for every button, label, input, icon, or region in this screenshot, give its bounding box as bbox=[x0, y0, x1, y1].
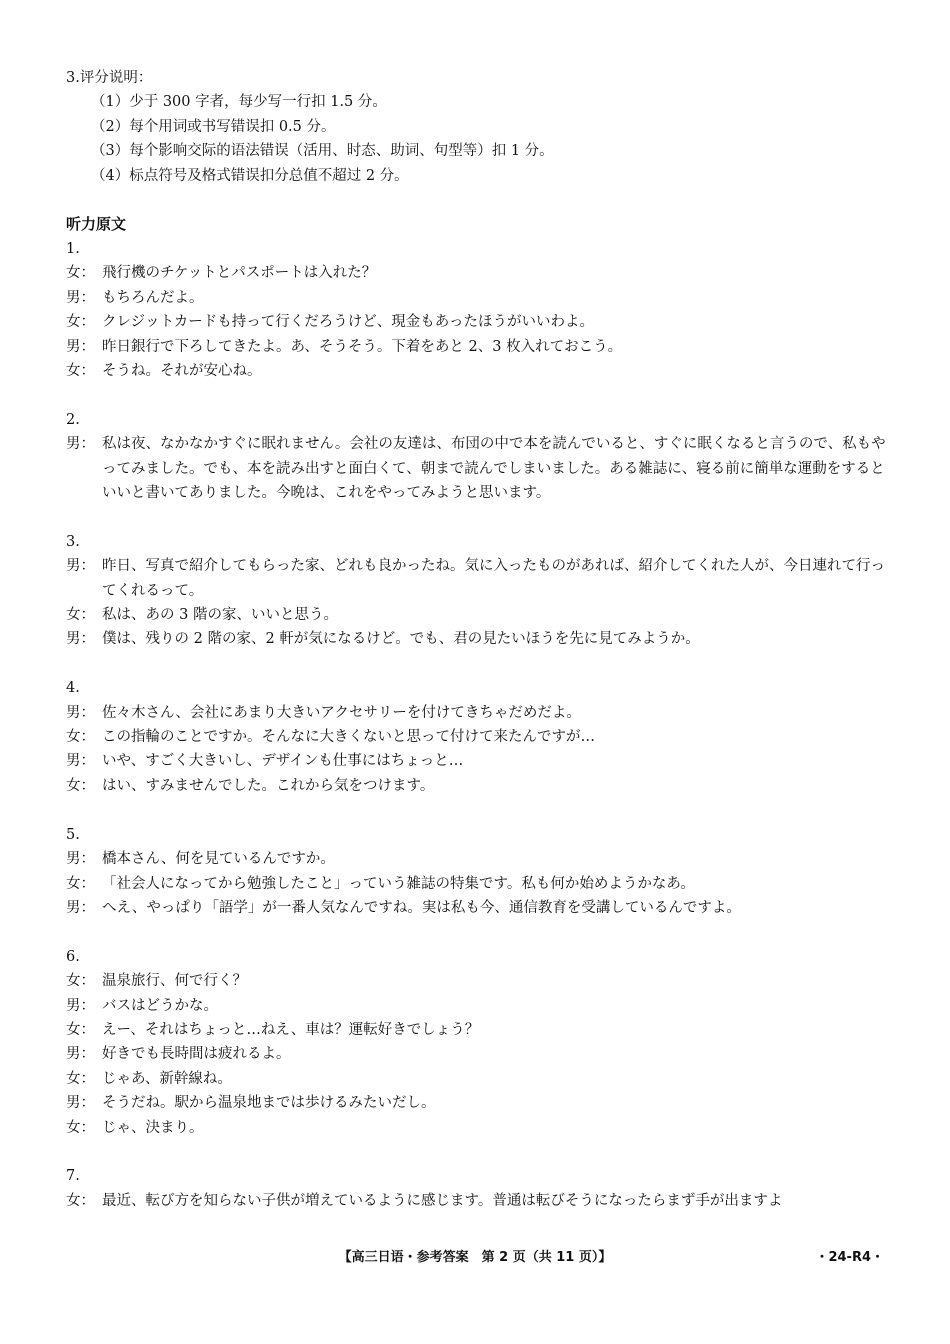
speaker-label: 女： bbox=[66, 314, 95, 331]
dialogue-text: 私は夜、なかなかすぐに眠れません。会社の友達は、布団の中で本を読んでいると、すぐに眠くなると言うので、私もやってみました。でも、本を読み出すと面白くて、朝まで読んでしまいました。ある雑誌に、寝る前に簡単な運動をするといいと書いてありました。今晩は、これをやってみようと思います。 bbox=[102, 436, 886, 502]
dialogue-line bbox=[66, 725, 896, 749]
dialogue-line bbox=[66, 286, 896, 310]
dialogue-line bbox=[66, 1091, 896, 1115]
dialogue-number: 6. bbox=[66, 948, 80, 965]
dialogue-text: 昨日、写真で紹介してもらった家、どれも良かったね。気に入ったものがあれば、紹介してくれた人が、今日連れて行ってくれるって。 bbox=[102, 558, 885, 599]
dialogue-number: 3. bbox=[66, 533, 80, 550]
dialogue-line bbox=[66, 896, 896, 920]
dialogue-3 bbox=[66, 530, 896, 652]
dialogue-text: 飛行機のチケットとパスポートは入れた？ bbox=[102, 265, 377, 282]
dialogue-text: じゃ、決まり。 bbox=[102, 1119, 204, 1136]
dialogue-line bbox=[66, 554, 896, 603]
scoring-title: 3.评分说明： bbox=[66, 70, 153, 86]
dialogue-text: そうだね。駅から温泉地までは歩けるみたいだし。 bbox=[102, 1095, 436, 1112]
dialogue-line bbox=[66, 261, 896, 285]
dialogue-number: 4. bbox=[66, 680, 80, 697]
dialogue-text: えー、それはちょっと…ねえ、車は？運転好きでしょう？ bbox=[102, 1021, 480, 1038]
dialogue-line bbox=[66, 1042, 896, 1066]
speaker-label: 男： bbox=[66, 704, 95, 721]
speaker-label: 男： bbox=[66, 1046, 95, 1063]
dialogue-number: 2. bbox=[66, 411, 80, 428]
speaker-label: 男： bbox=[66, 753, 95, 770]
speaker-label: 女： bbox=[66, 875, 95, 892]
speaker-label: 女： bbox=[66, 777, 95, 794]
dialogue-text: 橋本さん、何を見ているんですか。 bbox=[102, 851, 335, 868]
dialogue-list bbox=[66, 237, 896, 1238]
dialogue-line bbox=[66, 310, 896, 334]
dialogue-7 bbox=[66, 1164, 896, 1213]
dialogue-2 bbox=[66, 408, 896, 506]
dialogue-line bbox=[66, 847, 896, 871]
speaker-label: 男： bbox=[66, 289, 95, 306]
scoring-item: （4）标点符号及格式错误扣分总值不超过 2 分。 bbox=[91, 167, 409, 184]
speaker-label: 女： bbox=[66, 607, 95, 624]
dialogue-6 bbox=[66, 945, 896, 1140]
dialogue-line bbox=[66, 1018, 896, 1042]
dialogue-line bbox=[66, 774, 896, 798]
dialogue-text: 最近、転び方を知らない子供が増えているように感じます。普通は転びそうになったらまず手が出ますよ bbox=[102, 1192, 783, 1209]
scoring-notes bbox=[66, 66, 554, 188]
speaker-label: 女： bbox=[66, 1070, 95, 1087]
speaker-label: 男： bbox=[66, 338, 95, 355]
dialogue-line bbox=[66, 872, 896, 896]
dialogue-number: 5. bbox=[66, 826, 80, 843]
dialogue-line bbox=[66, 749, 896, 773]
dialogue-5 bbox=[66, 823, 896, 921]
speaker-label: 男： bbox=[66, 899, 95, 916]
dialogue-line bbox=[66, 627, 896, 651]
dialogue-line bbox=[66, 994, 896, 1018]
dialogue-4 bbox=[66, 676, 896, 798]
dialogue-line bbox=[66, 359, 896, 383]
dialogue-number: 7. bbox=[66, 1168, 80, 1185]
dialogue-text: 「社会人になってから勉強したこと」っていう雑誌の特集です。私も何か始めようかなあ。 bbox=[102, 875, 695, 892]
scoring-item: （2）每个用词或书写错误扣 0.5 分。 bbox=[91, 118, 336, 135]
dialogue-text: へえ、やっぱり「語学」が一番人気なんですね。実は私も今、通信教育を受講しているんですよ。 bbox=[102, 899, 741, 916]
speaker-label: 女： bbox=[66, 729, 95, 746]
dialogue-text: 僕は、残りの 2 階の家、2 軒が気になるけど。でも、君の見たいほうを先に見てみようか。 bbox=[102, 631, 700, 648]
dialogue-text: この指輪のことですか。そんなに大きくないと思って付けて来たんですが… bbox=[102, 729, 595, 746]
scoring-item: （3）每个影响交际的语法错误（活用、时态、助词、句型等）扣 1 分。 bbox=[91, 143, 554, 160]
dialogue-number: 1. bbox=[66, 241, 80, 257]
speaker-label: 女： bbox=[66, 1192, 95, 1209]
speaker-label: 女： bbox=[66, 973, 95, 990]
dialogue-text: 佐々木さん、会社にあまり大きいアクセサリーを付けてきちゃだめだよ。 bbox=[102, 704, 581, 721]
speaker-label: 男： bbox=[66, 1095, 95, 1112]
section-heading: 听力原文 bbox=[66, 215, 127, 233]
dialogue-text: じゃあ、新幹線ね。 bbox=[102, 1070, 232, 1087]
dialogue-text: 好きでも長時間は疲れるよ。 bbox=[102, 1046, 291, 1063]
dialogue-line bbox=[66, 969, 896, 993]
scoring-item: （1）少于 300 字者，每少写一行扣 1.5 分。 bbox=[91, 94, 387, 111]
dialogue-line bbox=[66, 1189, 896, 1213]
dialogue-text: 私は、あの 3 階の家、いいと思う。 bbox=[102, 607, 338, 624]
speaker-label: 男： bbox=[66, 631, 95, 648]
dialogue-text: クレジットカードも持って行くだろうけど、現金もあったほうがいいわよ。 bbox=[102, 314, 595, 331]
dialogue-1 bbox=[66, 237, 896, 383]
footer-code: ・24-R4・ bbox=[815, 1250, 884, 1265]
dialogue-line bbox=[66, 335, 896, 359]
speaker-label: 女： bbox=[66, 265, 95, 282]
dialogue-text: そうね。それが安心ね。 bbox=[102, 363, 262, 380]
speaker-label: 男： bbox=[66, 997, 95, 1014]
dialogue-line bbox=[66, 1067, 896, 1091]
dialogue-text: 温泉旅行、何で行く？ bbox=[102, 973, 247, 990]
dialogue-text: バスはどうかな。 bbox=[102, 997, 218, 1014]
dialogue-line bbox=[66, 1116, 896, 1140]
dialogue-text: 昨日銀行で下ろしてきたよ。あ、そうそう。下着をあと 2、3 枚入れておこう。 bbox=[102, 338, 623, 355]
speaker-label: 男： bbox=[66, 851, 95, 868]
dialogue-line bbox=[66, 432, 896, 505]
speaker-label: 女： bbox=[66, 363, 95, 380]
footer-page-info: 【高三日语・参考答案 第 2 页（共 11 页）】 bbox=[338, 1250, 612, 1265]
dialogue-text: はい、すみませんでした。これから気をつけます。 bbox=[102, 777, 435, 794]
speaker-label: 女： bbox=[66, 1021, 95, 1038]
dialogue-text: いや、すごく大きいし、デザインも仕事にはちょっと… bbox=[102, 753, 464, 770]
dialogue-line bbox=[66, 701, 896, 725]
dialogue-text: もちろんだよ。 bbox=[102, 289, 204, 306]
speaker-label: 女： bbox=[66, 1119, 95, 1136]
dialogue-line bbox=[66, 603, 896, 627]
speaker-label: 男： bbox=[66, 558, 95, 575]
speaker-label: 男： bbox=[66, 436, 95, 453]
